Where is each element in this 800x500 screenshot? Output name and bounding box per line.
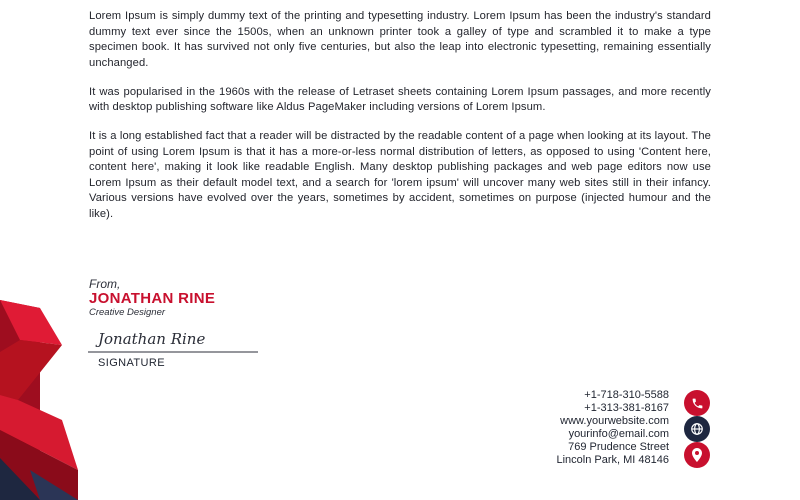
letter-body bbox=[89, 9, 711, 236]
phone-icon bbox=[684, 390, 710, 416]
website: www.yourwebsite.com bbox=[560, 415, 669, 427]
contact-web bbox=[560, 415, 669, 440]
signoff-block bbox=[89, 277, 215, 318]
location-pin-icon bbox=[684, 442, 710, 468]
body-paragraph-1: Lorem Ipsum is simply dummy text of the printing and typesetting industry. Lorem Ipsum has been the industry's standard dummy text ever since the 1500s, when an unknown printer took a galley of type and scrambled it to make a type specimen book. It has survived not only five centuries, but also the leap into electronic typesetting, remaining essentially unchanged. bbox=[89, 10, 711, 69]
sender-name: JONATHAN RINE bbox=[89, 290, 216, 307]
signature-script: Jonathan Rine bbox=[98, 330, 206, 348]
email: yourinfo@email.com bbox=[568, 427, 669, 440]
from-label: From, bbox=[89, 277, 121, 291]
phone-1: +1-718-310-5588 bbox=[584, 389, 669, 401]
body-paragraph-2: It was popularised in the 1960s with the release of Letraset sheets containing Lorem Ipsum passages, and more recently with desktop publishing software like Aldus PageMaker including versions of Lorem Ipsum. bbox=[89, 85, 711, 113]
handwritten-signature bbox=[88, 326, 260, 356]
body-paragraph-3: It is a long established fact that a reader will be distracted by the readable content of a page when looking at its layout. The point of using Lorem Ipsum is that it has a more-or-less normal distribution of letters, as opposed to using 'Content here, content here', making it look like readable English. Many desktop publishing packages and web page editors now use Lorem Ipsum as their default model text, and a search for 'lorem ipsum' will uncover many web sites still in their infancy. Various versions have evolved over the years, sometimes by accident, sometimes on purpose (injected humour and the like). bbox=[89, 130, 711, 220]
address-line-2: Lincoln Park, MI 48146 bbox=[556, 453, 669, 466]
sender-role: Creative Designer bbox=[89, 307, 166, 318]
phone-2: +1-313-381-8167 bbox=[584, 401, 669, 414]
contact-address bbox=[556, 441, 669, 466]
globe-icon bbox=[684, 416, 710, 442]
contact-phones bbox=[584, 389, 669, 414]
signature-caption: SIGNATURE bbox=[98, 357, 165, 369]
address-line-1: 769 Prudence Street bbox=[568, 441, 669, 453]
